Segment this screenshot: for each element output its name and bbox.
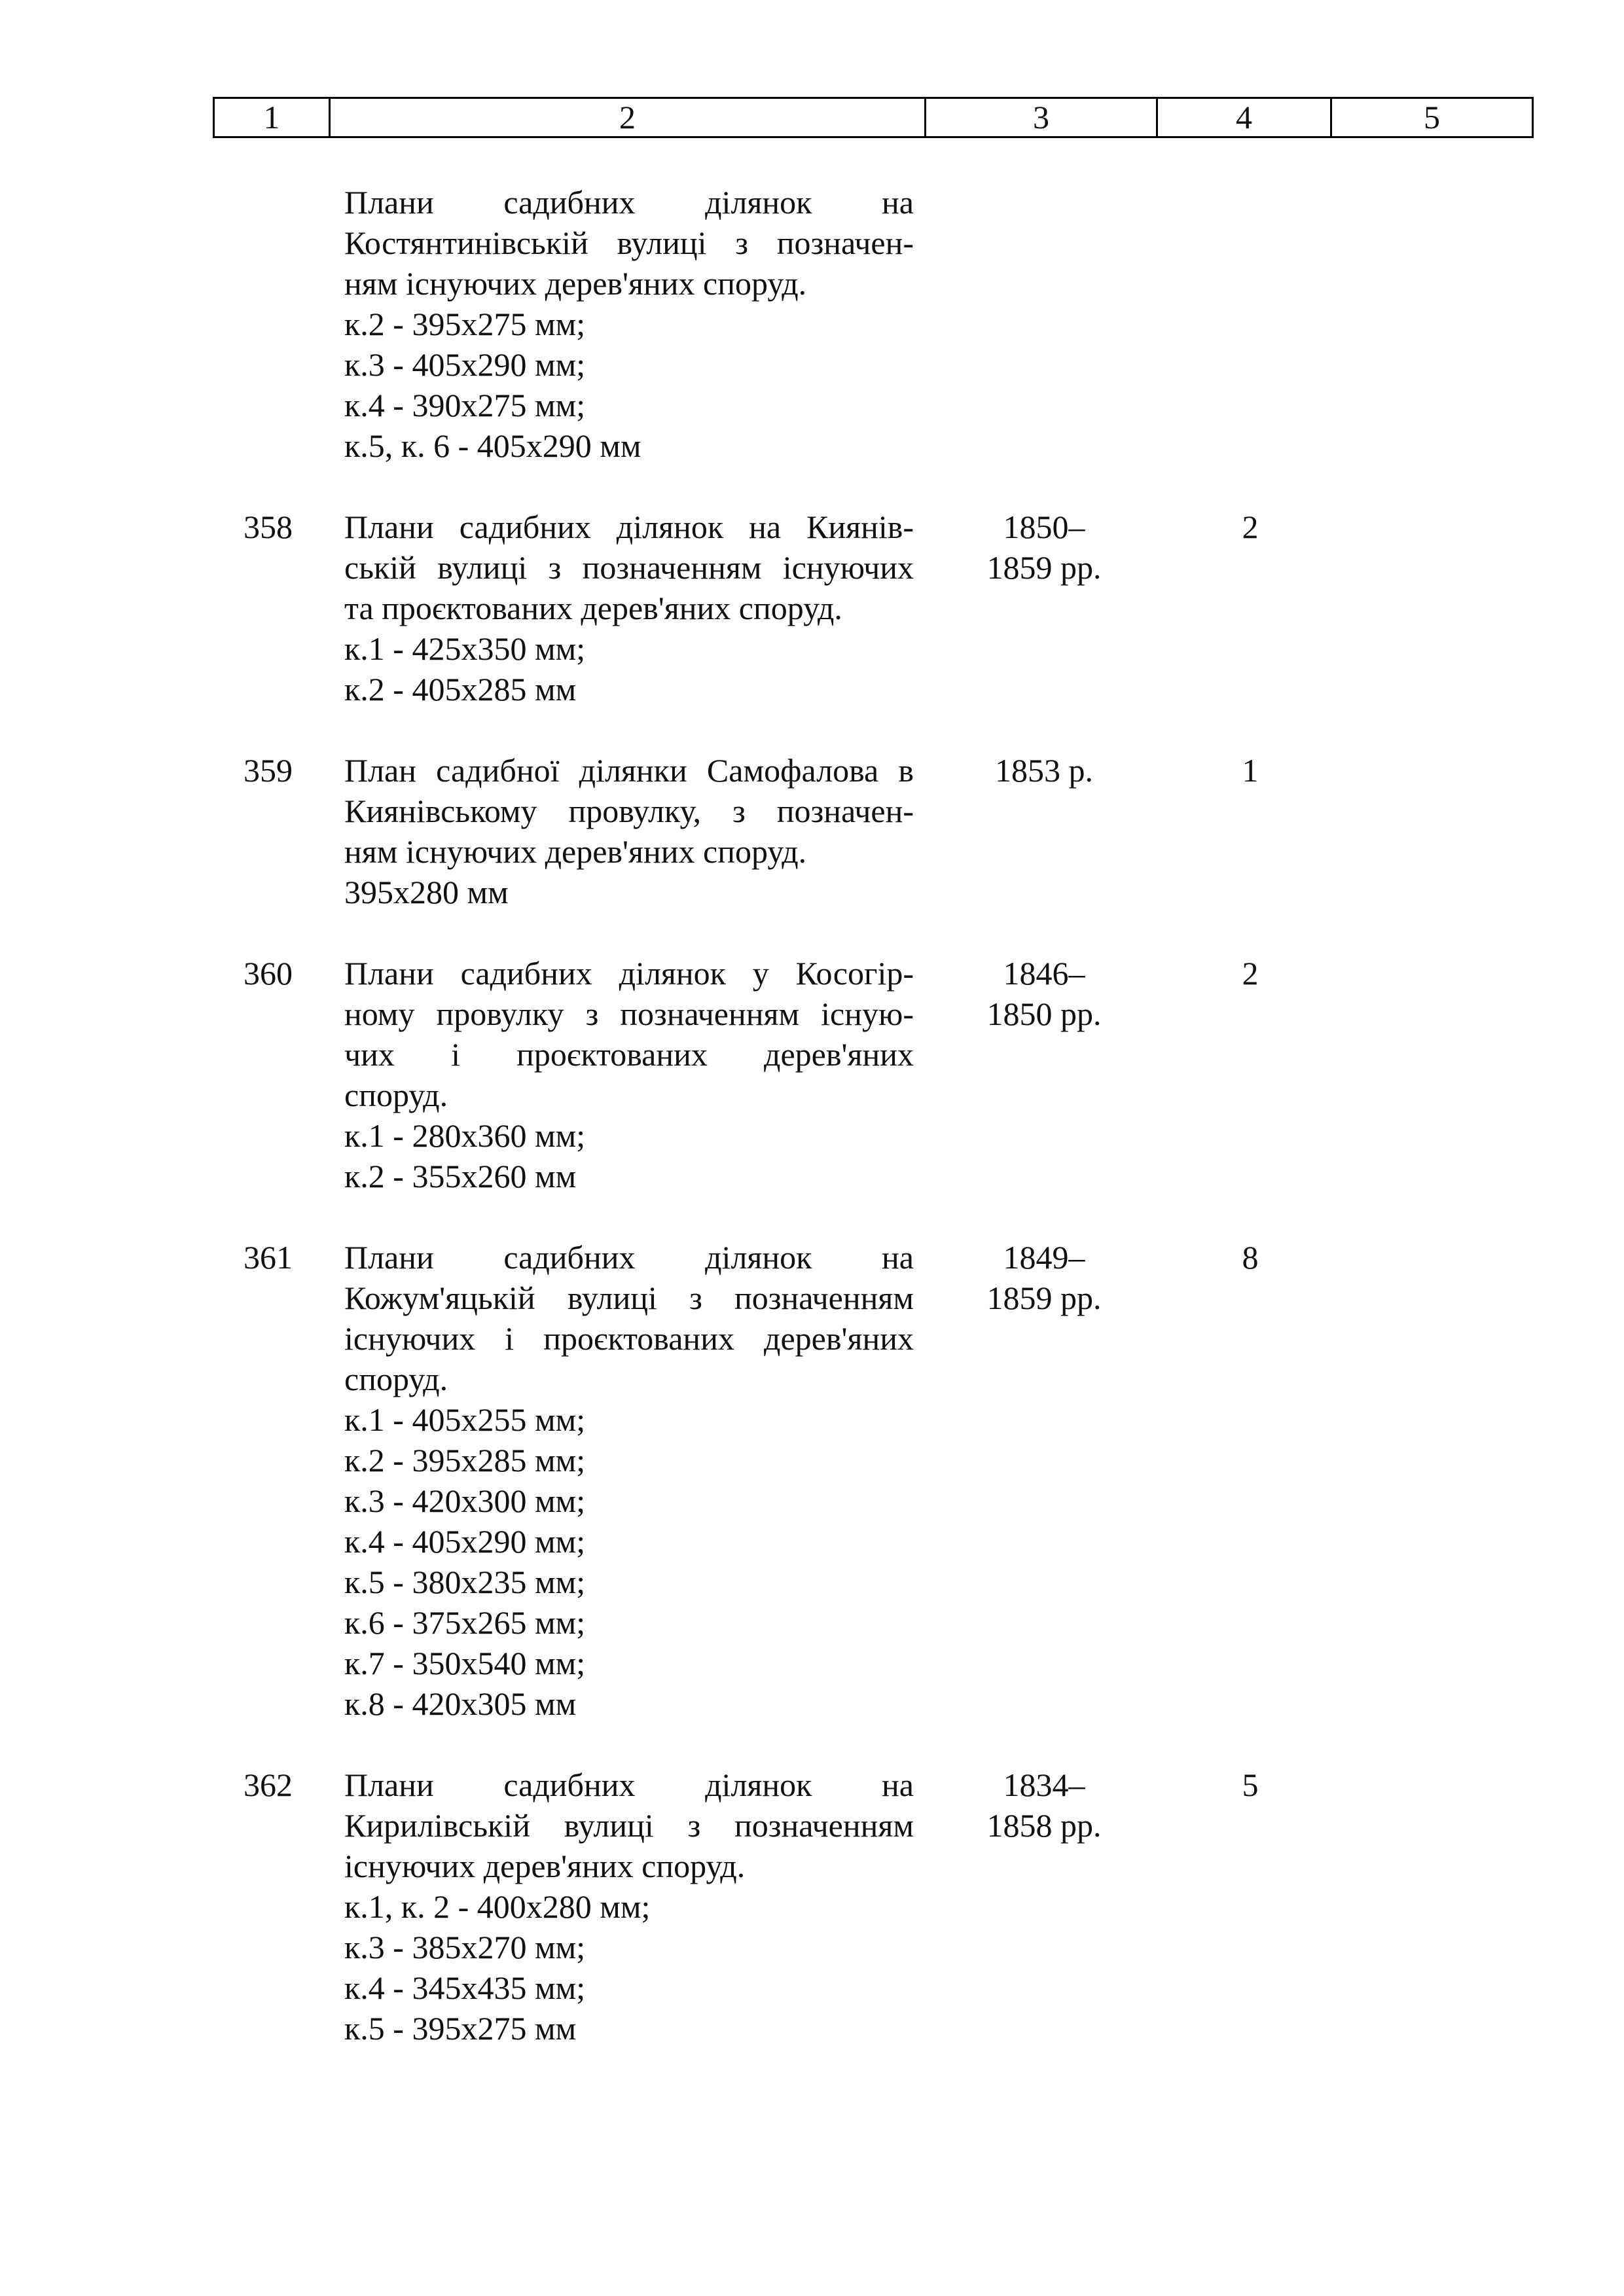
description-line: к.2 - 355х260 мм <box>344 1158 577 1194</box>
column-header-5: 5 <box>1424 99 1440 135</box>
description-line: Киянівському провулку, з позначен- <box>344 793 914 829</box>
entry-sheet-count: 5 <box>1242 1767 1259 1803</box>
description-line: к.3 - 420х300 мм; <box>344 1482 586 1519</box>
entry-number: 362 <box>244 1767 293 1803</box>
entry-description <box>344 1237 914 1724</box>
description-line: споруд. <box>344 1077 448 1113</box>
description-line: Плани садибних ділянок на <box>344 1767 914 1803</box>
column-header-4: 4 <box>1158 99 1332 136</box>
date-line: 1859 рр. <box>986 549 1102 586</box>
description-line: Кожум'яцькій вулиці з позначенням <box>344 1280 914 1316</box>
date-line: 1850– <box>1003 509 1085 545</box>
catalog-entry <box>0 182 1624 466</box>
entry-number: 359 <box>244 752 293 789</box>
description-line: ням існуючих дерев'яних споруд. <box>344 265 807 302</box>
date-line: 1849– <box>1003 1239 1085 1276</box>
description-line: к.3 - 385х270 мм; <box>344 1929 586 1965</box>
date-line: 1850 рр. <box>986 996 1102 1032</box>
description-line: к.2 - 395х285 мм; <box>344 1442 586 1479</box>
column-header-2: 2 <box>331 99 926 136</box>
description-line: ській вулиці з позначенням існуючих <box>344 549 914 586</box>
description-line: існуючих дерев'яних споруд. <box>344 1848 746 1884</box>
date-line: 1859 рр. <box>986 1280 1102 1316</box>
description-line: к.7 - 350х540 мм; <box>344 1645 586 1681</box>
entry-description <box>344 953 914 1196</box>
description-line: к.2 - 395х275 мм; <box>344 306 586 342</box>
description-line: Костянтинівській вулиці з позначен- <box>344 224 914 261</box>
description-line: к.1 - 425х350 мм; <box>344 630 586 667</box>
description-line: к.5, к. 6 - 405х290 мм <box>344 427 641 464</box>
entry-date <box>943 1237 1146 1318</box>
description-line: існуючих і проєктованих дерев'яних <box>344 1320 914 1357</box>
entry-date <box>943 953 1146 1034</box>
catalog-entry <box>0 953 1624 1196</box>
description-line: ному провулку з позначенням існую- <box>344 996 914 1032</box>
catalog-entry <box>0 1765 1624 2049</box>
entry-sheet-count: 1 <box>1242 752 1259 789</box>
column-header-row <box>213 97 1534 138</box>
description-line: споруд. <box>344 1361 448 1397</box>
description-line: ням існуючих дерев'яних споруд. <box>344 833 807 870</box>
description-line: к.5 - 380х235 мм; <box>344 1564 586 1600</box>
catalog-entry <box>0 1237 1624 1724</box>
description-line: План садибної ділянки Самофалова в <box>344 752 914 789</box>
entry-number: 360 <box>244 955 293 992</box>
description-line: Плани садибних ділянок на <box>344 184 914 221</box>
catalog-entry <box>0 507 1624 709</box>
date-line: 1834– <box>1003 1767 1085 1803</box>
entry-number: 361 <box>244 1239 293 1276</box>
column-header-3: 3 <box>926 99 1158 136</box>
description-line: к.4 - 345х435 мм; <box>344 1969 586 2006</box>
entry-sheet-count: 2 <box>1242 509 1259 545</box>
entry-date <box>943 1765 1146 1846</box>
description-line: Плани садибних ділянок на <box>344 1239 914 1276</box>
description-line: к.4 - 405х290 мм; <box>344 1523 586 1560</box>
date-line: 1853 р. <box>995 752 1093 789</box>
description-line: к.3 - 405х290 мм; <box>344 346 586 383</box>
date-line: 1846– <box>1003 955 1085 992</box>
description-line: к.1 - 280х360 мм; <box>344 1117 586 1154</box>
entry-sheet-count: 8 <box>1242 1239 1259 1276</box>
description-line: та проєктованих дерев'яних споруд. <box>344 590 842 626</box>
description-line: к.5 - 395х275 мм <box>344 2010 577 2047</box>
entry-description <box>344 507 914 709</box>
description-line: к.6 - 375х265 мм; <box>344 1604 586 1641</box>
entry-sheet-count: 2 <box>1242 955 1259 992</box>
description-line: Плани садибних ділянок на Киянів- <box>344 509 914 545</box>
date-line: 1858 рр. <box>986 1807 1102 1844</box>
description-line: к.8 - 420х305 мм <box>344 1685 577 1722</box>
entry-description <box>344 1765 914 2049</box>
description-line: к.4 - 390х275 мм; <box>344 387 586 423</box>
entry-description <box>344 750 914 912</box>
entries-list <box>0 182 1624 2089</box>
catalog-entry <box>0 750 1624 912</box>
description-line: 395х280 мм <box>344 874 509 910</box>
description-line: к.2 - 405х285 мм <box>344 671 577 708</box>
entry-description <box>344 182 914 466</box>
description-line: Плани садибних ділянок у Косогір- <box>344 955 914 992</box>
description-line: чих і проєктованих дерев'яних <box>344 1036 914 1073</box>
entry-number: 358 <box>244 509 293 545</box>
description-line: к.1, к. 2 - 400х280 мм; <box>344 1888 651 1925</box>
entry-date <box>943 507 1146 588</box>
entry-date <box>943 750 1146 791</box>
column-header-1: 1 <box>215 99 331 136</box>
description-line: к.1 - 405х255 мм; <box>344 1401 586 1438</box>
description-line: Кирилівській вулиці з позначенням <box>344 1807 914 1844</box>
